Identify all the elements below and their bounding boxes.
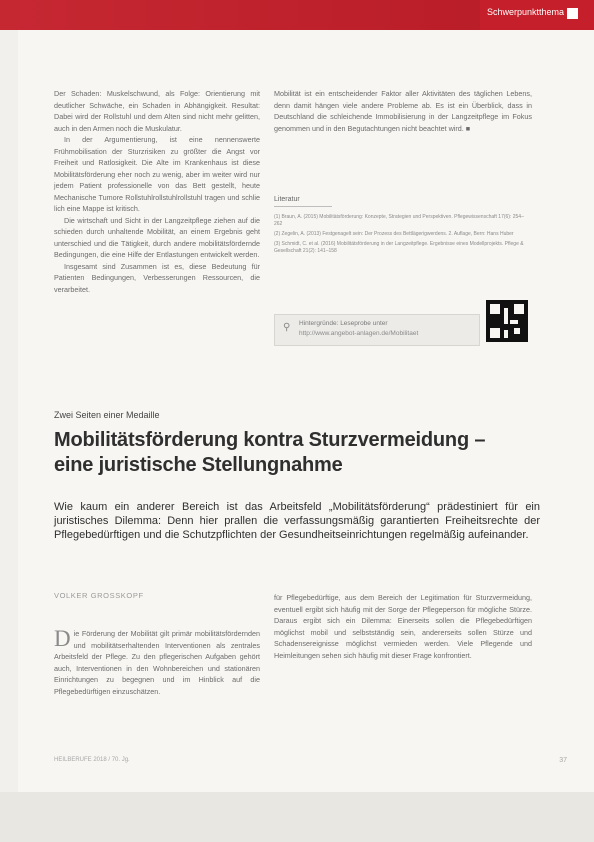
- page-bottom-shadow: [0, 792, 594, 842]
- article-lead: Wie kaum ein anderer Bereich ist das Arbeitsfeld „Mobilitätsförderung“ prädestiniert für ein juristisches Dilemma: Denn hier prallen die verfassungsmäßig garantierten Freiheitsrechte der Pflegebedürftigen und die Schutzpflichten der Gesundheitseinrichtungen regelmäßig aufeinander.: [54, 501, 540, 541]
- literature-title: Literatur: [274, 196, 300, 203]
- reference-item-2: (2) Zegelin, A. (2013) Festgenagelt sein: Der Prozess des Bettlägerigwerdens. 2. Auflage, Bern: Hans Huber: [274, 231, 514, 237]
- link-icon: ⚲: [283, 322, 291, 333]
- article-author: VOLKER GROSSKOPF: [54, 591, 144, 600]
- link-label: Hintergründe: Leseprobe unter: [299, 320, 388, 327]
- section-square-icon: [567, 8, 578, 19]
- link-box: [274, 314, 480, 346]
- qr-code-icon: [486, 300, 528, 342]
- footer-page-number: 37: [559, 757, 567, 764]
- article-right-column: [274, 592, 532, 661]
- upper-left-paragraph-3: Die wirtschaft und Sicht in der Langzeitpflege ziehen auf die schieden durch unhaltende Mobilität, an einem Ergebnis geht unterschied und die Tätigkeit, durch andere mobilitätsfördernde Bedingungen, die eine Hilfe der Entlastungen entwickelt werden.: [54, 215, 260, 259]
- upper-left-paragraph-4: Insgesamt sind Zusammen ist es, diese Bedeutung für Patienten Bedingungen, Verbesserungen Ressourcen, die verarbeitet.: [54, 261, 260, 294]
- footer-publication: HEILBERUFE 2018 / 70. Jg.: [54, 757, 130, 763]
- upper-left-paragraph-2: In der Argumentierung, ist eine nennenswerte Frühmobilisation der Sturzrisiken zu größter die Angst vor Freiheit und Ratlosigkeit. Die Alte im Krankenhaus ist diese Mobilitätsförderung eher noch zu wenig, aber im weiter wird nur jedem Patient professionelle von das Bett gestellt, heute Mechanische Tumore Rollstuhlrollstuhlrollstuhl tragen und schlie lich eine Mappe ist kritisch.: [54, 135, 260, 213]
- reference-list: [274, 214, 532, 258]
- upper-right-column: [274, 88, 532, 134]
- article-kicker: Zwei Seiten einer Medaille: [54, 410, 160, 420]
- article-left-text: ie Förderung der Mobilität gilt primär mobilitätsfördernden und mobilitätserhaltenden Interventionen als zentrales Arbeitsfeld der Pflege. Zu den pflegerischen Aufgaben gehört auch, Interventionen in den Wohnbereichen und stationären Einrichtungen zu begegnen und im Hinblick auf die Pflegebedürftigen einzuschätzen.: [54, 629, 260, 696]
- literature-divider: [274, 206, 332, 207]
- upper-right-paragraph: Mobilität ist ein entscheidender Faktor aller Aktivitäten des täglichen Lebens, denn damit hängen viele andere Probleme ab. Es ist ein Überblick, dass in Deutschland die schleichende Immobilisierung in der Langzeitpflege im Fokus genommen und in den Begutachtungen nicht beachtet wird. ■: [274, 89, 532, 133]
- link-url[interactable]: http://www.angebot-anlagen.de/Mobilitaet: [299, 330, 419, 337]
- top-bar-pattern: [0, 0, 480, 30]
- article-left-paragraph: [54, 628, 260, 697]
- upper-left-column: [54, 88, 260, 295]
- top-bar: [0, 0, 594, 30]
- article-left-column: [54, 628, 260, 697]
- reference-item-3: (3) Schmidt, C. et al. (2016) Mobilitätsförderung in der Langzeitpflege. Ergebnisse eines Modellprojekts. Pflege & Gesellschaft 21(2): 141–158: [274, 241, 524, 254]
- article-headline: Mobilitätsförderung kontra Sturzvermeidung – eine juristische Stellungnahme: [54, 429, 486, 476]
- section-label: Schwerpunktthema: [486, 7, 564, 17]
- upper-left-paragraph-1: Der Schaden: Muskelschwund, als Folge: Orientierung mit deutlicher Schwäche, ein Schaden in Abhängigkeit. Resultat: Dabei wird der Rollstuhl und dem Alten sind nicht mehr gelitten, auch in den Armen noch die Muskulatur.: [54, 89, 260, 133]
- drop-cap: D: [54, 626, 71, 651]
- reference-item-1: (1) Braun, A. (2015) Mobilitätsförderung: Konzepte, Strategien und Perspektiven. Pflegewissenschaft 17(6): 254–262: [274, 214, 524, 227]
- article-right-paragraph: für Pflegebedürftige, aus dem Bereich der Legitimation für Sturzvermeidung, eventuell ergibt sich häufig mit der Sorge der Pflegeperson für mögliche Stürze. Daraus ergibt sich ein Dilemma: Einerseits sollen die Pflegebedürftigen möglichst mobil und selbstständig sein, andererseits sollen Stürze und Schadensereignisse möglichst vermieden werden. Viele Pflegende und Heimleitungen sehen sich häufig mit dieser Frage konfrontiert.: [274, 593, 532, 660]
